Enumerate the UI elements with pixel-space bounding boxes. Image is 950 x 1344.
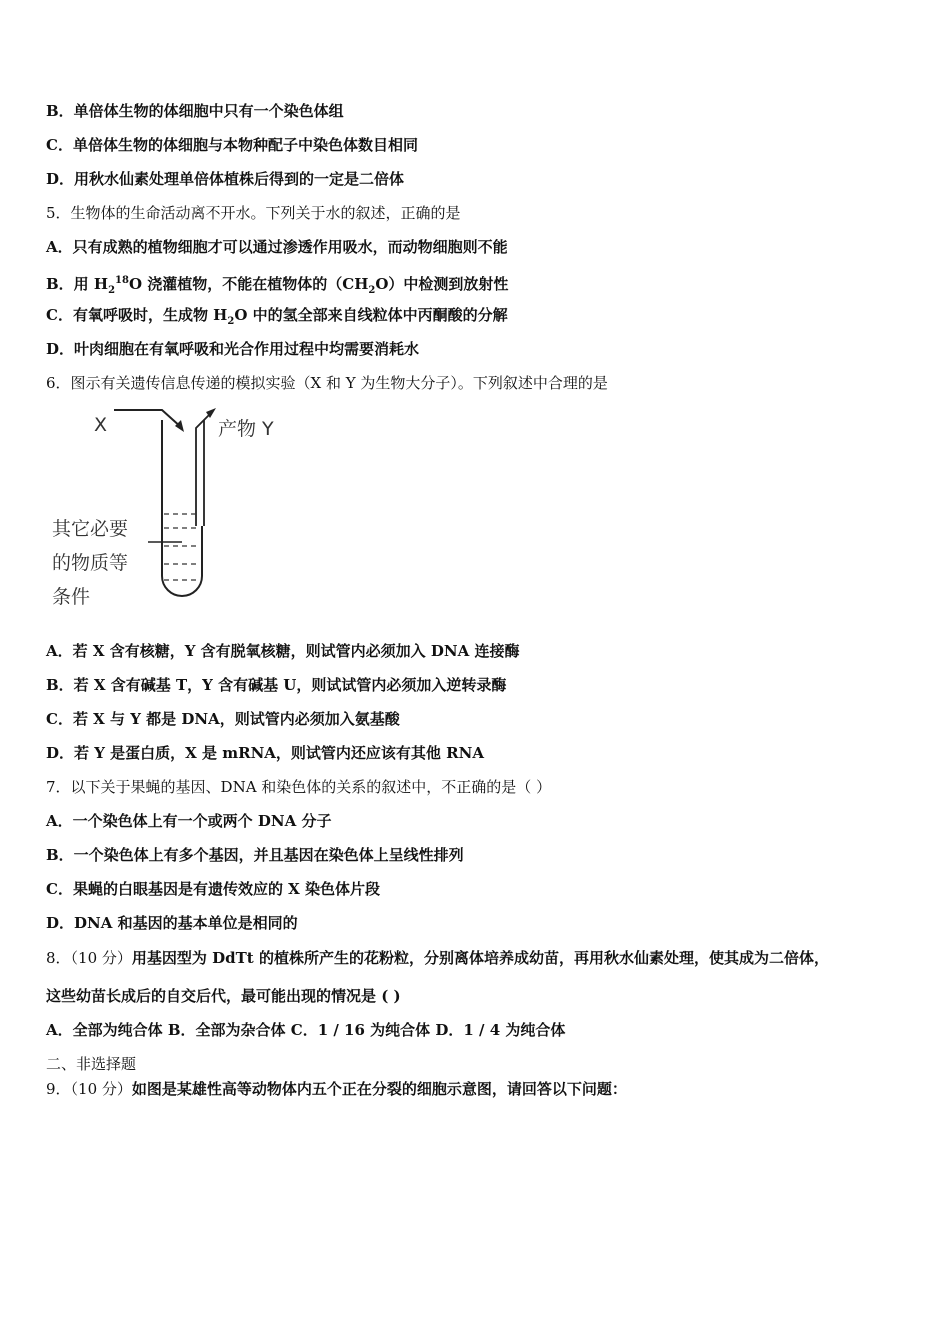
q6-option-a: A．若 X 含有核糖，Y 含有脱氧核糖，则试管内必须加入 DNA 连接酶 <box>46 642 520 660</box>
q8-stem-line1 <box>46 947 829 969</box>
q5-option-b-subscript: 2 <box>108 285 116 296</box>
q5-option-c-pre: C．有氧呼吸时，生成物 H <box>46 306 228 324</box>
q5-option-b-subscript-2: 2 <box>368 285 376 296</box>
q5-option-c <box>46 304 508 333</box>
q7-option-b: B．一个染色体上有多个基因，并且基因在染色体上呈线性排列 <box>46 846 464 864</box>
test-tube-figure <box>44 406 304 606</box>
q5-stem: 5．生物体的生命活动离不开水。下列关于水的叙述，正确的是 <box>46 204 461 222</box>
label-condition-line1: 其它必要 <box>52 518 129 540</box>
q8-stem-text-1: 用基因型为 DdTt 的植株所产生的花粉粒，分别离体培养成幼苗，再用秋水仙素处理，使其成为二倍体， <box>131 949 829 967</box>
q6-option-c: C．若 X 与 Y 都是 DNA，则试管内必须加入氨基酸 <box>46 710 400 728</box>
q7-option-a: A．一个染色体上有一个或两个 DNA 分子 <box>46 812 332 830</box>
label-condition-line2: 的物质等 <box>52 552 129 574</box>
q4-option-d: D．用秋水仙素处理单倍体植株后得到的一定是二倍体 <box>46 170 405 188</box>
section-heading: 二、非选择题 <box>46 1055 137 1073</box>
q4-option-c: C．单倍体生物的体细胞与本物种配子中染色体数目相同 <box>46 136 418 154</box>
q5-option-c-subscript: 2 <box>227 316 235 327</box>
q8-options: A．全部为纯合体 B．全部为杂合体 C．1 / 16 为纯合体 D．1 / 4 为纯合体 <box>46 1021 566 1039</box>
q9-stem <box>46 1078 627 1100</box>
q5-option-c-post: O 中的氢全部来自线粒体中丙酮酸的分解 <box>234 306 508 324</box>
q4-option-b: B．单倍体生物的体细胞中只有一个染色体组 <box>46 102 344 120</box>
q5-option-b-pre: B．用 H <box>46 275 109 293</box>
q5-option-d: D．叶肉细胞在有氧呼吸和光合作用过程中均需要消耗水 <box>46 340 420 358</box>
q7-option-d: D．DNA 和基因的基本单位是相同的 <box>46 914 298 932</box>
q6-option-b: B．若 X 含有碱基 T，Y 含有碱基 U，则试试管内必须加入逆转录酶 <box>46 676 507 694</box>
q7-option-c: C．果蝇的白眼基因是有遗传效应的 X 染色体片段 <box>46 880 381 898</box>
q7-stem: 7．以下关于果蝇的基因、DNA 和染色体的关系的叙述中，不正确的是（ ） <box>46 778 552 796</box>
liquid-level-lines <box>164 514 200 580</box>
q6-stem: 6．图示有关遗传信息传递的模拟实验（X 和 Y 为生物大分子）。下列叙述中合理的是 <box>46 374 608 392</box>
q5-option-b-mid: O 浇灌植物，不能在植物体的（CH <box>128 275 369 293</box>
q8-stem-line2: 这些幼苗长成后的自交后代，最可能出现的情况是 ( ) <box>46 987 401 1005</box>
q9-number: 9．（10 分） <box>46 1080 132 1098</box>
input-arrow <box>114 410 182 428</box>
label-x: X <box>94 414 108 436</box>
label-product-y: 产物 Y <box>218 418 274 440</box>
q5-option-a: A．只有成熟的植物细胞才可以通过渗透作用吸水，而动物细胞则不能 <box>46 238 508 256</box>
q9-stem-text: 如图是某雄性高等动物体内五个正在分裂的细胞示意图，请回答以下问题： <box>131 1080 627 1098</box>
q5-option-b <box>46 270 508 302</box>
q8-number: 8．（10 分） <box>46 949 132 967</box>
q6-option-d: D．若 Y 是蛋白质，X 是 mRNA，则试管内还应该有其他 RNA <box>46 744 484 762</box>
q5-option-b-superscript: 18 <box>115 275 129 286</box>
q5-option-b-post: O）中检测到放射性 <box>375 275 509 293</box>
label-condition-line3: 条件 <box>52 586 91 608</box>
